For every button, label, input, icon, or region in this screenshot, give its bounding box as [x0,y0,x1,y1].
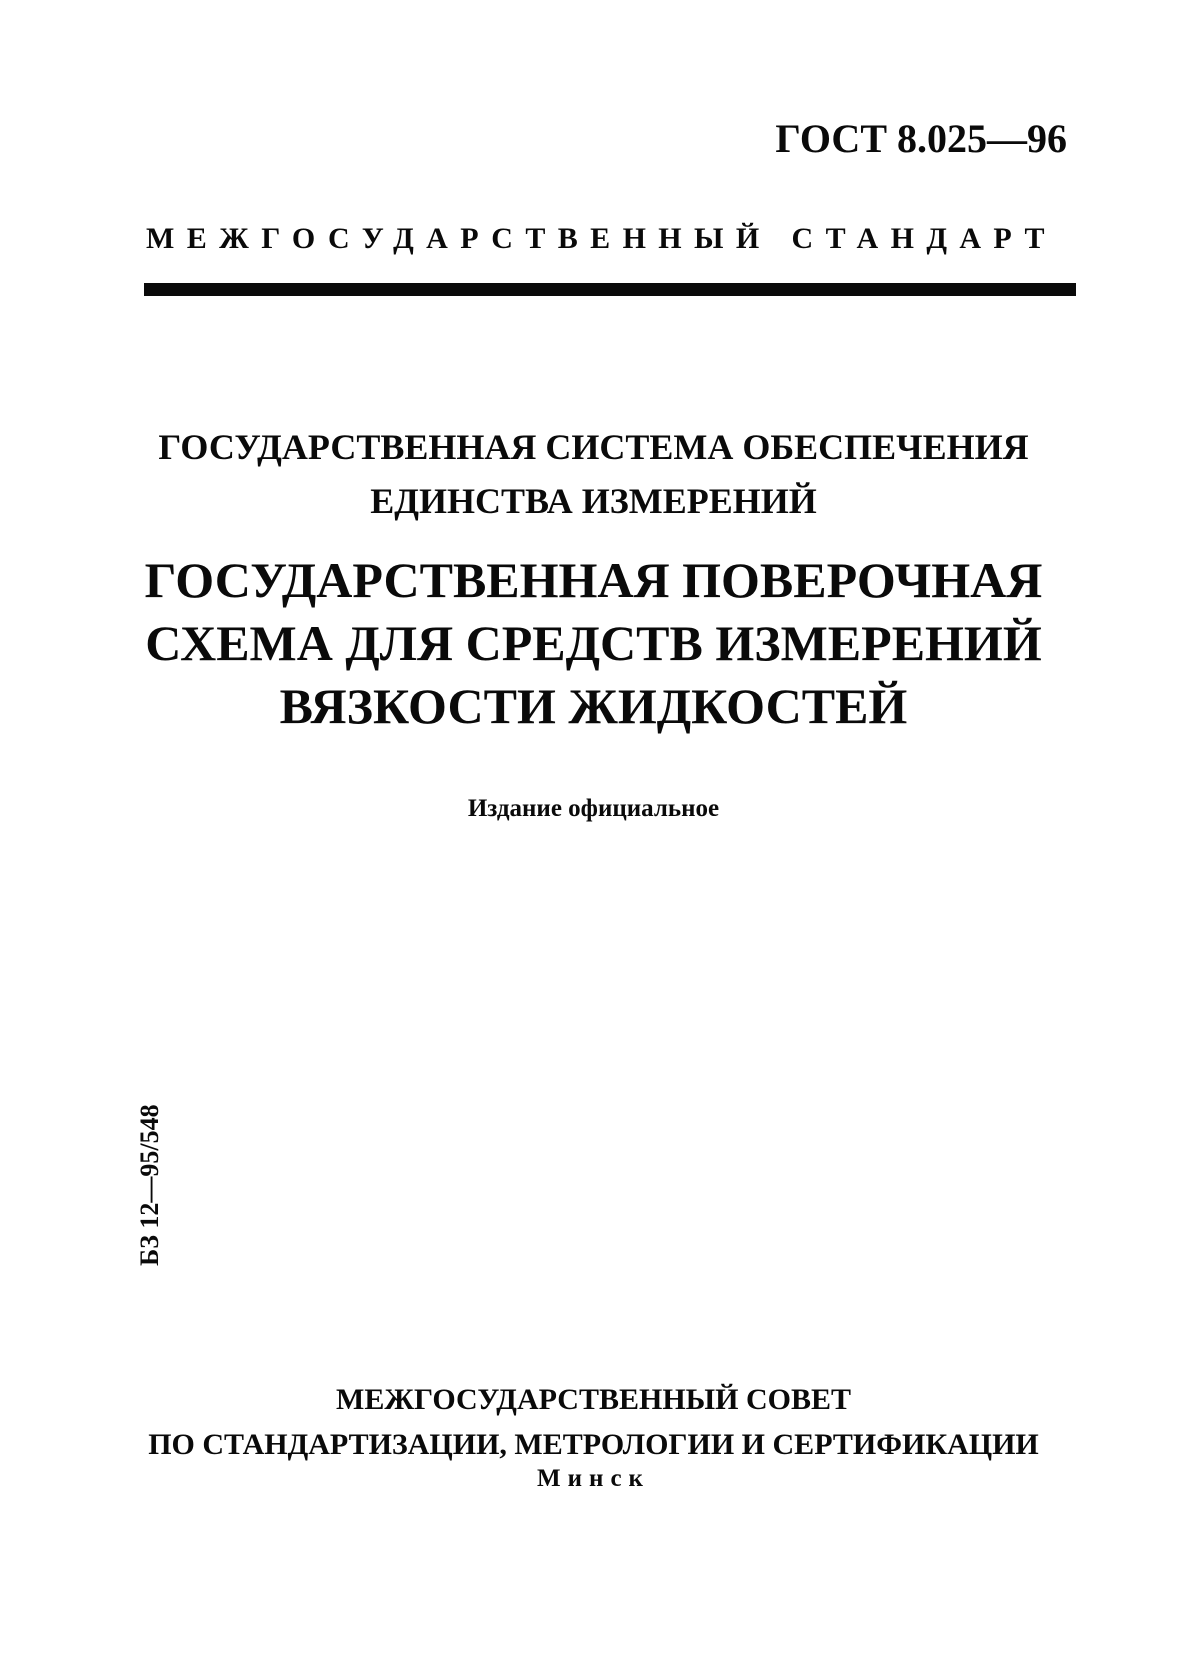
main-title [0,549,1187,738]
publisher-block [0,1377,1187,1467]
publisher-line: ПО СТАНДАРТИЗАЦИИ, МЕТРОЛОГИИ И СЕРТИФИКАЦИИ [148,1428,1039,1461]
publisher-city: Минск [537,1465,650,1492]
system-title [0,420,1187,528]
main-title-line: ГОСУДАРСТВЕННАЯ ПОВЕРОЧНАЯ [144,552,1043,608]
publisher-line: МЕЖГОСУДАРСТВЕННЫЙ СОВЕТ [336,1383,851,1416]
main-title-line: СХЕМА ДЛЯ СРЕДСТВ ИЗМЕРЕНИЙ [145,615,1042,671]
gost-number: ГОСТ 8.025—96 [775,116,1067,161]
header-rule [144,283,1076,296]
side-code: БЗ 12—95/548 [135,1104,164,1266]
system-title-line: ЕДИНСТВА ИЗМЕРЕНИЙ [370,481,817,521]
edition-label: Издание официальное [467,795,720,822]
system-title-line: ГОСУДАРСТВЕННАЯ СИСТЕМА ОБЕСПЕЧЕНИЯ [158,427,1029,467]
series-title: МЕЖГОСУДАРСТВЕННЫЙ СТАНДАРТ [146,222,1057,255]
main-title-line: ВЯЗКОСТИ ЖИДКОСТЕЙ [279,678,908,734]
